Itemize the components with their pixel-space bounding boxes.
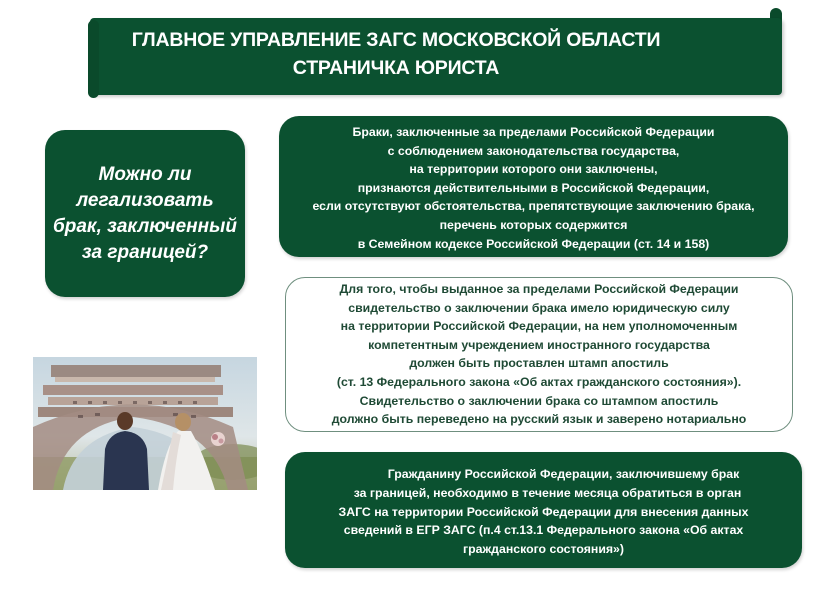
info-line: признаются действительными в Российской Федерации, — [357, 180, 710, 195]
info-line: сведений в ЕГР ЗАГС (п.4 ст.13.1 Федерального закона «Об актах — [343, 523, 744, 538]
info-line: ЗАГС на территории Российской Федерации для внесения данных — [338, 504, 749, 519]
info-line: за границей, необходимо в течение месяца обратиться в орган — [353, 485, 742, 500]
banner-title: ГЛАВНОЕ УПРАВЛЕНИЕ ЗАГС МОСКОВСКОЙ ОБЛАСТИ — [131, 29, 661, 51]
banner-scroll-left-curl — [88, 20, 99, 98]
info-line: должен быть проставлен штамп апостиль — [409, 356, 669, 371]
question-line: брак, заключенный — [53, 215, 237, 237]
info-box-apostille — [285, 277, 793, 432]
info-line: с соблюдением законодательства государства, — [387, 143, 680, 158]
info-line: (ст. 13 Федерального закона «Об актах гражданского состояния»). — [336, 374, 742, 389]
info-line: Браки, заключенные за пределами Российской Федерации — [352, 125, 715, 139]
info-line: гражданского состояния») — [462, 542, 624, 557]
info-line: Для того, чтобы выданное за пределами Российской Федерации — [339, 282, 739, 296]
info-box-recognition — [279, 116, 788, 257]
info-line: перечень которых содержится — [439, 217, 628, 232]
info-line: свидетельство о заключении брака имело юридическую силу — [348, 300, 730, 315]
header-banner — [90, 18, 782, 95]
info-line: компетентным учреждением иностранного государства — [368, 337, 710, 352]
info-line: на территории которого они заключены, — [409, 162, 658, 177]
info-line: Гражданину Российской Федерации, заключившему брак — [387, 467, 740, 481]
info-box-registration — [285, 452, 802, 568]
question-line: легализовать — [76, 189, 214, 211]
info-line: в Семейном кодексе Российской Федерации (ст. 14 и 158) — [357, 236, 710, 251]
info-line: должно быть переведено на русский язык и заверено нотариально — [331, 412, 747, 427]
question-line: за границей? — [81, 241, 209, 263]
info-line: на территории Российской Федерации, на нем уполномоченным — [340, 319, 738, 334]
info-line: если отсутствуют обстоятельства, препятствующие заключению брака, — [312, 199, 755, 214]
question-line: Можно ли — [98, 163, 192, 185]
info-line: Свидетельство о заключении брака со штампом апостиль — [359, 393, 719, 408]
eiffel-tower-couple-illustration — [33, 357, 257, 490]
wedding-photo — [33, 357, 257, 490]
banner-subtitle: СТРАНИЧКА ЮРИСТА — [292, 57, 500, 79]
question-box — [45, 130, 245, 297]
